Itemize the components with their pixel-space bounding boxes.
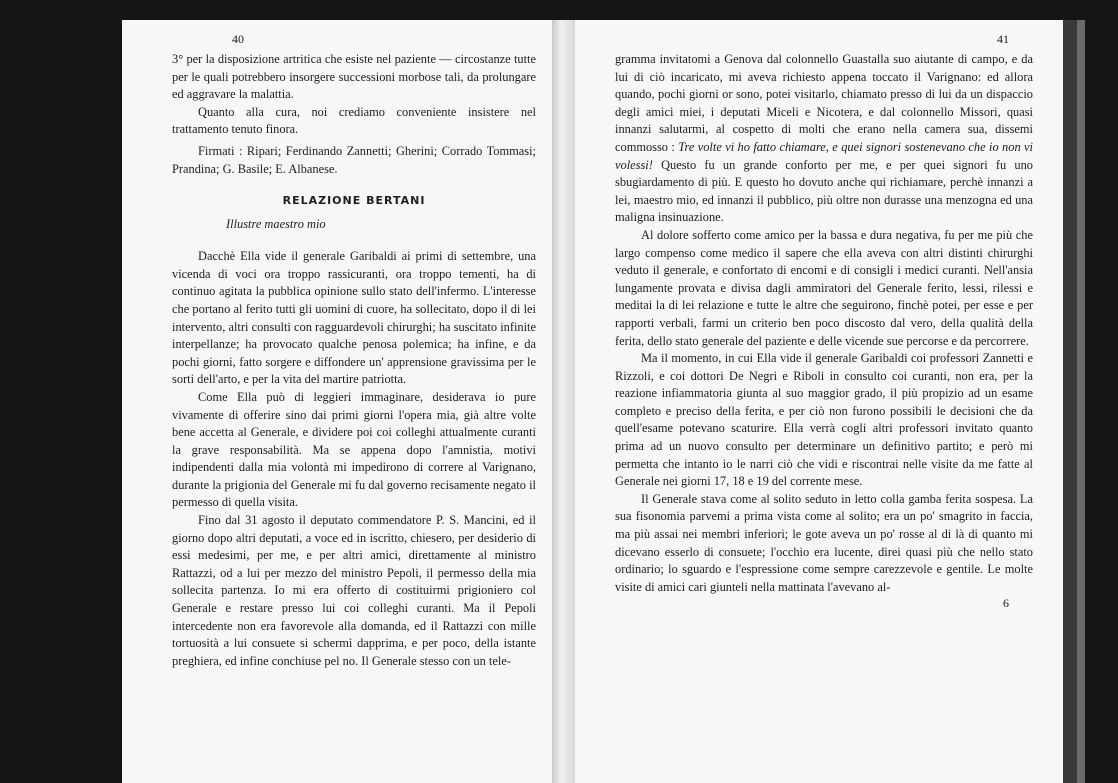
section-heading: RELAZIONE BERTANI — [282, 194, 426, 208]
book-gutter — [552, 20, 575, 783]
book-edge — [1077, 20, 1085, 783]
signatures: Firmati : Ripari; Ferdinando Zannetti; Gherini; Corrado Tommasi; Prandina; G. Basile; E. Albanese. — [172, 143, 536, 176]
salutation: Illustre maestro mio — [226, 217, 326, 232]
paragraph: Il Generale stava come al solito seduto in letto colla gamba ferita sospesa. La sua fisonomia parvemi a prima vista come al solito; era un po' smagrito in faccia, ma più assai nei membri inferiori; le gote aveva un po' rosse al di là di quanto mi dicevano esserlo di consuete; l'occhio era lucente, direi quasi più che nello stato ordinario; lo sguardo e l'espressione come sempre carezzevole e gentile. Le molte visite di amici cari giunteli nella mattinata l'avevano al- — [615, 491, 1033, 594]
paragraph: Come Ella può di leggieri immaginare, desiderava io pure vivamente di offerire sino dai primi giorni l'opera mia, già altre volte bene accetta al Generale, e dividere poi coi colleghi attualmente curanti la grave responsabilità. Ma se appena dopo l'amnistia, motivi indipendenti dalla mia volontà mi impedirono di correre al Varignano, durante la prigionia del Generale mi fu dal governo recisamente negato il permesso di quella visita. — [172, 389, 536, 510]
paragraph: 3° per la disposizione artritica che esiste nel paziente — circostanze tutte per le quali potrebbero insorgere successioni morbose tali, da prolungare ed aggravare la malattia. — [172, 52, 536, 102]
book-edge — [1063, 20, 1077, 783]
quotation: Tre volte vi ho fatto chiamare, e quei signori sostenevano che io non vi volessi! — [615, 139, 1033, 172]
paragraph: Fino dal 31 agosto il deputato commendatore P. S. Mancini, ed il giorno dopo altri deputati, a voce ed in iscritto, chiesero, per desiderio di essi medesimi, per me, e per altri amici, direttamente al ministro Rattazzi, od a lui per mezzo del ministro Pepoli, il permesso della mia sollecita partenza. Io mi era offerto di costituirmi prigioniero col Generale e restare presso lui coi colleghi curanti. Ma il Pepoli intercedente non era favorevole alla domanda, ed il Rattazzi con mille tortuosità a lui consuete si schermì dapprima, e per poco, della istante preghiera, ed infine conchiuse pel no. Il Generale stesso con un tele- — [172, 513, 536, 668]
left-page — [122, 20, 552, 783]
folio-signature: 6 — [1003, 596, 1009, 611]
page-number-left: 40 — [232, 32, 244, 46]
paragraph-text: Questo fu un grande conforto per me, e per quei signori fu uno sbugiardamento di più. E questo ho dovuto anche qui richiamare, perchè innanzi a lei, maestro mio, ed innanzi il pubblico, più oltre non durasse una menzogna ed una maligna insinuazione. — [615, 157, 1033, 225]
paragraph: Ma il momento, in cui Ella vide il generale Garibaldi coi professori Zannetti e Rizzoli, e coi dottori De Negri e Riboli in consulto coi curanti, non era, per la reazione infiammatoria giunta al suo maggior grado, il più propizio ad un esame completo e preciso della ferita, e per ciò non furono possibili le decisioni che da quell'esame potevano scaturire. Ella verrà cogli altri professori invitato quanto prima ad un nuovo consulto per determinare un definitivo partito; e però mi permetta che intanto io le narri ciò che vidi e riscontrai nelle visite da me fatte al Generale nei giorni 17, 18 e 19 del corrente mese. — [615, 351, 1033, 489]
paragraph — [615, 51, 1033, 227]
paragraph: Al dolore sofferto come amico per la bassa e dura negativa, fu per me più che largo compenso come medico il sapere che ella aveva con altri distinti chirurghi veduto il generale, e confortato di encomi e di consigli i medici curanti. Nell'ansia lungamente provata e divisa dagli ammiratori del Generale ferito, lessi, rilessi e meditai la di lei relazione e tutte le altre che seguirono, finchè potei, per esse e per rapporti verbali, farmi un criterio ben poco discosto dal vero, della qualità della ferita, dello stato generale del paziente e delle vicende sue percorse e da percorrere. — [615, 227, 1033, 348]
right-page — [575, 20, 1063, 783]
paragraph: Quanto alla cura, noi crediamo conveniente insistere nel trattamento tenuto finora. — [172, 104, 536, 137]
paragraph-text: gramma invitatomi a Genova dal colonnello Guastalla suo aiutante di campo, e da lui di ciò incaricato, mi aveva richiesto appena toccato il Varignano: ed allora quando, pochi giorni or sono, potei visitarlo, chiamato presso di lui da un dispaccio degli amici miei, i deputati Miceli e Nicotera, e dal colonnello Missori, quasi innanzi salutarmi, al cospetto di molti che erano nella camera sua, dissemi commosso : — [615, 52, 1033, 154]
paragraph: Dacchè Ella vide il generale Garibaldi ai primi di settembre, una vicenda di voci ora troppo rassicuranti, ora troppo tementi, ha di continuo agitata la pubblica opinione sullo stato dell'infermo. L'interesse che portano al ferito tutti gli uomini di cuore, ha sollecitato, dopo il di lei intervento, altri consulti con ragguardevoli chirurghi; ha suscitato infinite interpellanze; ha provocato qualche penosa polemica; ha infine, e da pochi giorni, fatto sorgere e diffondere un' apprensione gravissima per le sorti dell'arto, e per la vita del martire patriotta. — [172, 249, 536, 387]
page-number-right: 41 — [997, 32, 1009, 46]
